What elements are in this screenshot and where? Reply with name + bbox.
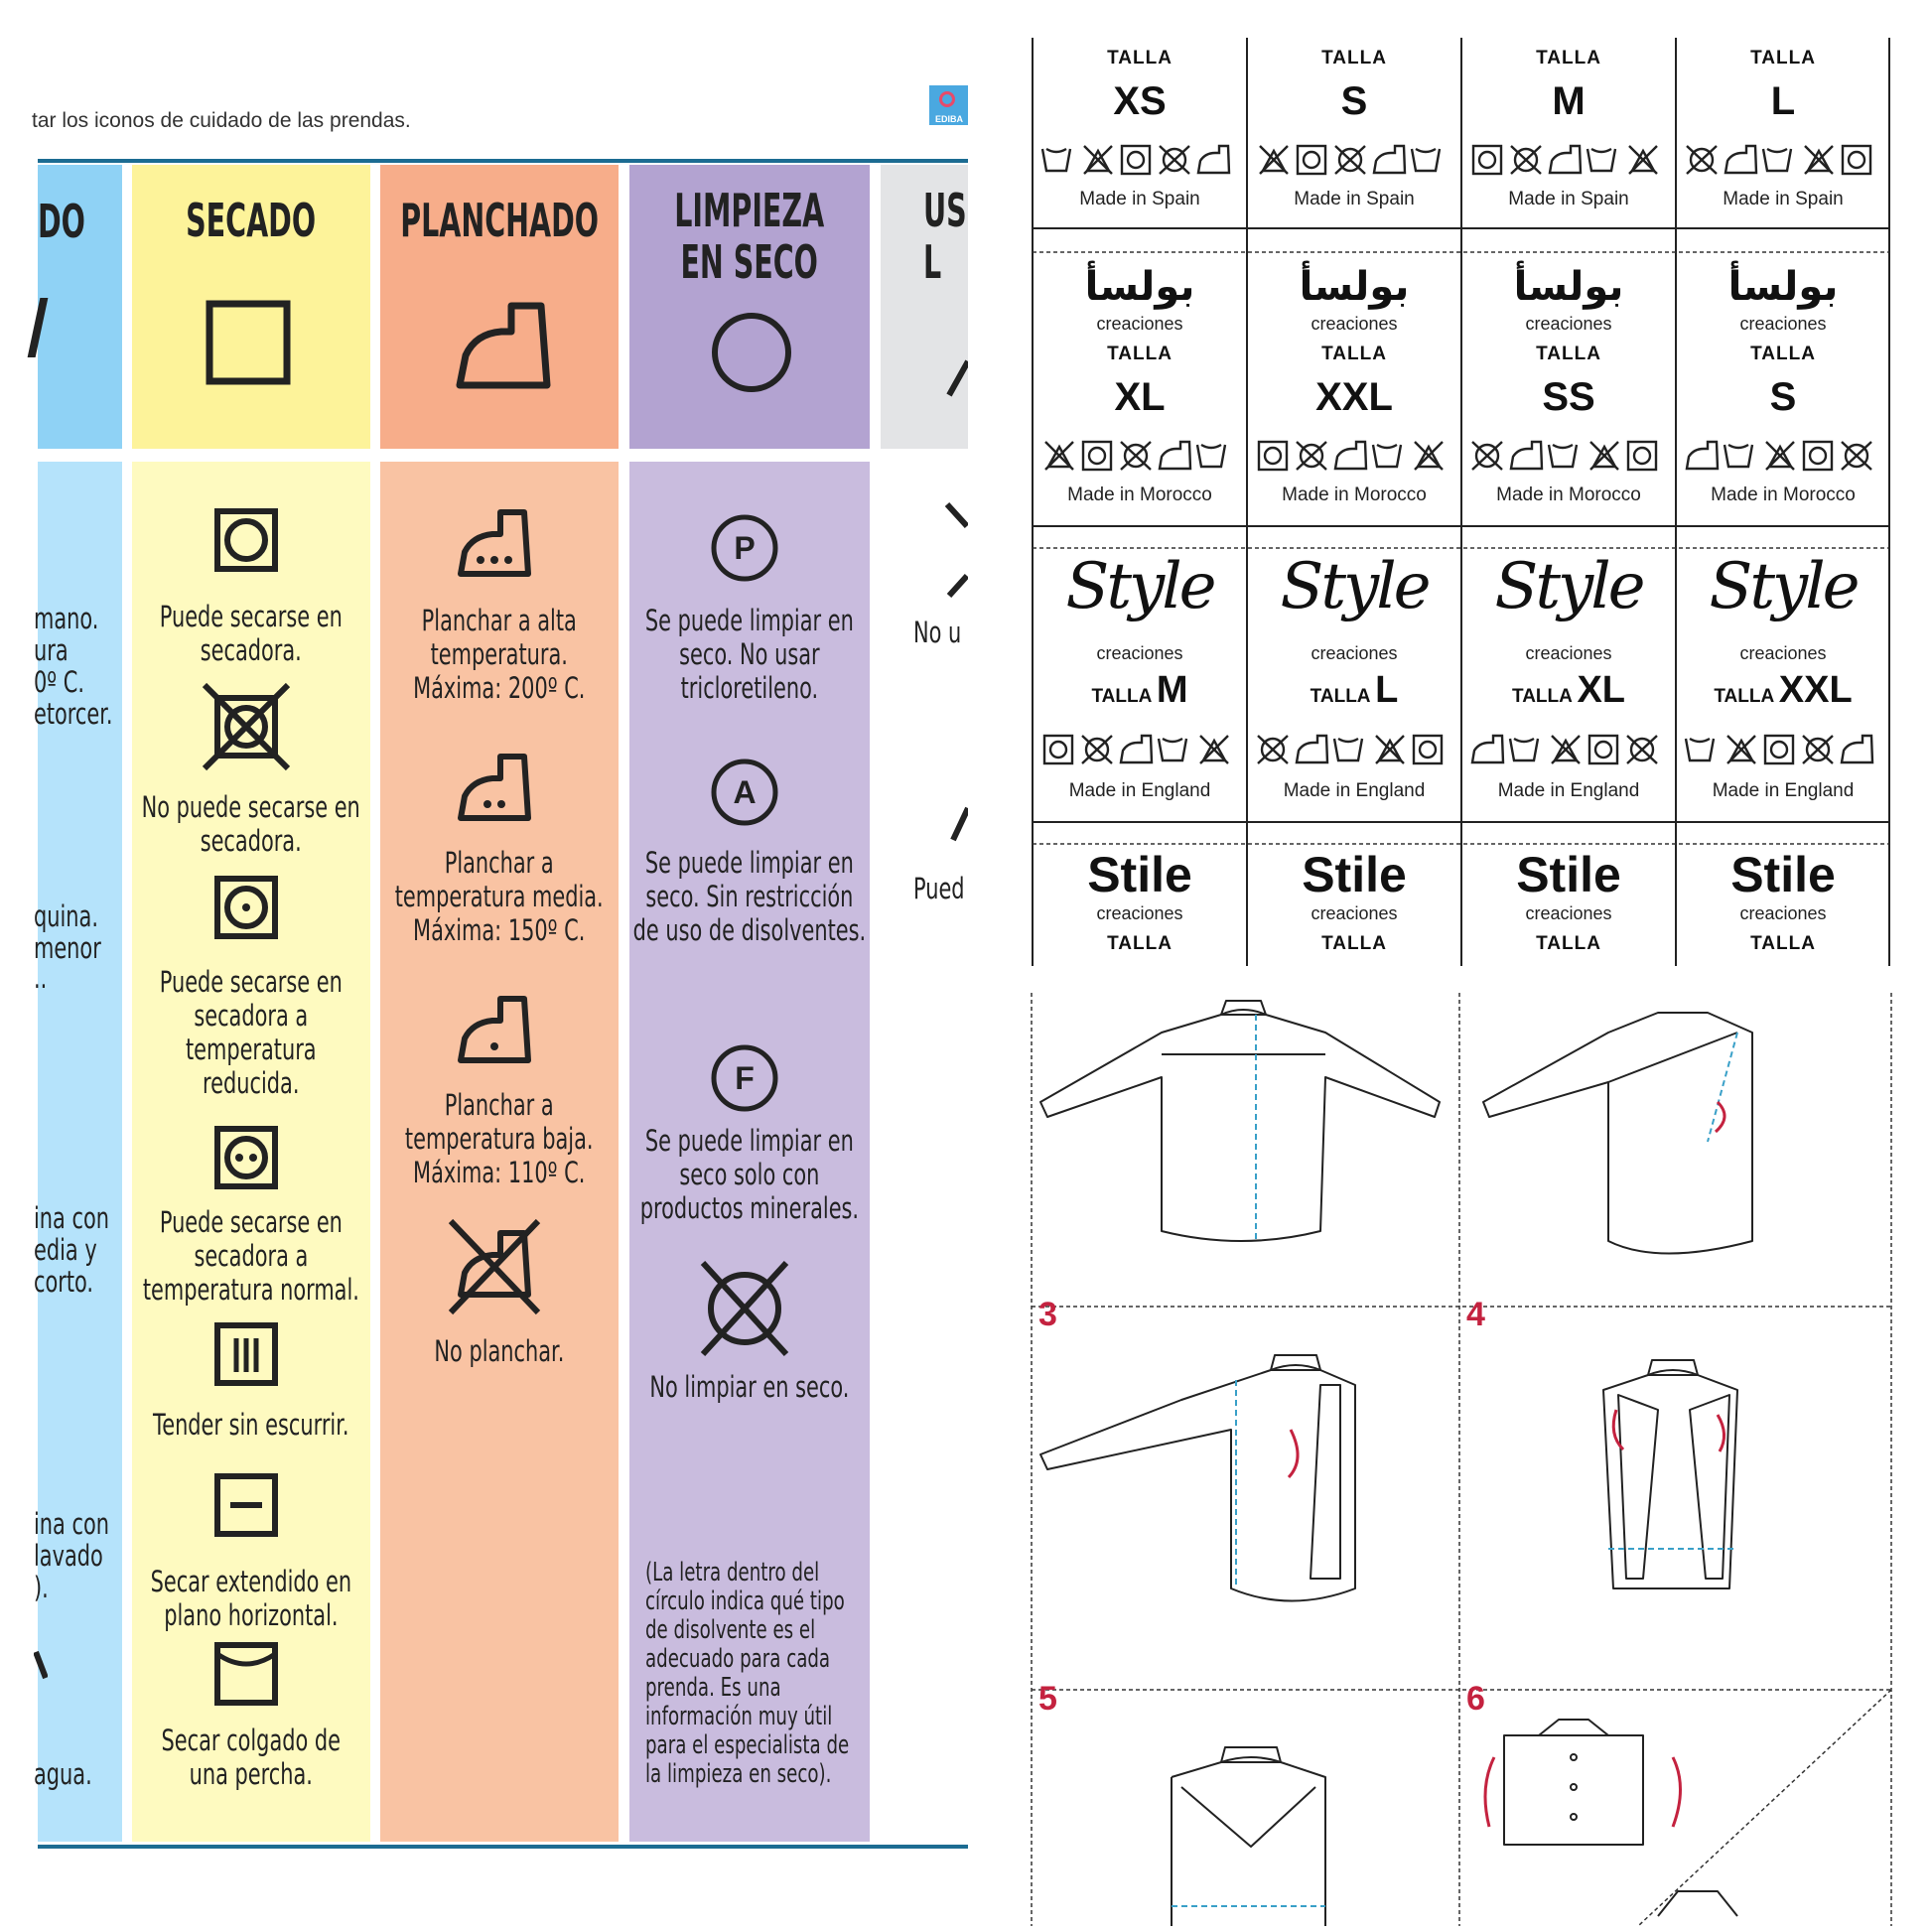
folding-diagram [1023, 993, 1901, 1926]
dry-clean-p-icon [709, 512, 780, 584]
no-tumble-dry-icon [201, 681, 294, 780]
fold-arrow-icon [1289, 1430, 1298, 1477]
planchado-item-2 [385, 846, 614, 947]
iron-high-icon [455, 506, 534, 582]
label-origin: Made in Spain [1723, 189, 1844, 209]
uso-title-2: L [923, 235, 942, 289]
lavado-fragment [34, 633, 133, 667]
label-brand-stile: Stile [1730, 847, 1836, 902]
limpieza-title-1: LIMPIEZA [674, 184, 825, 237]
limpieza-item-1-text: Se puede limpiar en seco. No usar tricloretileno. [645, 604, 854, 705]
secado-item-5 [142, 1408, 360, 1442]
lavado-fragment [34, 1757, 133, 1791]
label-talla: TALLA [1107, 48, 1173, 69]
label-size: S [1769, 375, 1797, 419]
label-talla-size [1676, 669, 1890, 712]
care-symbols-row [1684, 731, 1882, 770]
label-origin: Made in England [1283, 780, 1426, 801]
limpieza-item-3 [632, 1124, 867, 1225]
secado-item-4-text: Puede secarse en secadora a temperatura normal. [142, 1205, 360, 1307]
label-brand-style: Style [1709, 550, 1858, 623]
label-talla: TALLA [1714, 686, 1774, 707]
label-creaciones: creaciones [1525, 643, 1612, 663]
planchado-item-1-text: Planchar a alta temperatura. Máxima: 200º C. [413, 604, 586, 705]
no-bleach-icon [943, 496, 968, 606]
label-origin: Made in England [1497, 780, 1640, 801]
label-size: L [1770, 79, 1796, 123]
label-creaciones: creaciones [1311, 314, 1398, 334]
iron-medium-icon [455, 751, 534, 826]
secado-title: SECADO [186, 194, 317, 247]
label-size: XXL [1315, 375, 1393, 419]
care-symbols-row [1255, 437, 1453, 477]
note-line: la limpieza en seco). [645, 1759, 832, 1789]
label-talla: TALLA [1091, 686, 1152, 707]
step-number-3: 3 [1038, 1296, 1057, 1333]
line-dry-icon [212, 1640, 280, 1710]
planchado-item-1 [390, 604, 609, 705]
label-brand-arabic: بولسأ [1727, 264, 1839, 310]
limpieza-item-2 [632, 846, 867, 947]
label-talla: TALLA [1321, 933, 1387, 954]
care-symbols-row [1040, 731, 1239, 770]
label-talla-size [1461, 669, 1676, 712]
label-origin: Made in Spain [1508, 189, 1629, 209]
label-size: XL [1114, 375, 1166, 419]
label-talla: TALLA [1321, 48, 1387, 69]
secado-item-6 [134, 1565, 368, 1632]
label-origin: Made in England [1068, 780, 1211, 801]
lavado-fragment-text: quina. [34, 899, 98, 933]
logo-text: EDIBA [934, 114, 963, 124]
label-origin: Made in Spain [1294, 189, 1415, 209]
secado-item-2 [137, 790, 365, 858]
iron-low-icon [455, 993, 534, 1068]
lavado-fragment-text: 0º C. [34, 665, 84, 699]
lavado-fragment-text: menor [34, 931, 101, 965]
label-creaciones: creaciones [1311, 903, 1398, 923]
lavado-fragment-text: ina con [34, 1201, 109, 1235]
label-size: M [1156, 669, 1188, 711]
lavado-fragment [34, 1265, 133, 1299]
no-dry-clean-icon [697, 1257, 792, 1360]
label-creaciones: creaciones [1525, 903, 1612, 923]
label-brand-arabic: بولسأ [1084, 264, 1195, 310]
care-symbols-row [1684, 141, 1882, 181]
bottom-rule [38, 1845, 968, 1849]
lavado-fragment-text: edia y [34, 1233, 97, 1267]
secado-item-1-text: Puede secarse en secadora. [159, 600, 344, 667]
care-symbols-row [1684, 437, 1882, 477]
note-line: adecuado para cada [645, 1644, 831, 1674]
care-symbols-row [1469, 141, 1668, 181]
logo-mark-icon [939, 91, 955, 107]
care-symbols-row [1469, 731, 1668, 770]
shirt-step-1 [1040, 1001, 1440, 1241]
planchado-item-3 [385, 1088, 614, 1189]
label-origin: Made in Morocco [1496, 484, 1641, 505]
shirt-step-5 [1172, 1747, 1325, 1926]
limpieza-note [645, 1559, 936, 1789]
lavado-fragment [34, 665, 133, 699]
lavado-fragment-text: lavado [34, 1539, 103, 1573]
ediba-logo [929, 85, 968, 125]
label-brand-arabic: بولسأ [1299, 264, 1410, 310]
care-symbols-row [1040, 141, 1239, 181]
care-symbols-row [1255, 731, 1453, 770]
iron-icon [452, 296, 555, 395]
secado-item-6-text: Secar extendido en plano horizontal. [150, 1565, 352, 1632]
label-talla-size [1247, 669, 1461, 712]
note-line: para el especialista de [645, 1730, 850, 1760]
label-talla: TALLA [1107, 344, 1173, 364]
care-symbols-row [1469, 437, 1668, 477]
label-brand-stile: Stile [1302, 847, 1407, 902]
secado-item-4 [134, 1205, 368, 1307]
shirt-step-6 [1504, 1720, 1737, 1916]
label-talla: TALLA [1321, 344, 1387, 364]
limpieza-title-2: EN SECO [680, 235, 819, 289]
lavado-fragment-text: agua. [34, 1757, 92, 1791]
planchado-item-3-text: Planchar a temperatura baja. Máxima: 110º C. [405, 1088, 594, 1189]
label-size: S [1340, 79, 1368, 123]
fold-arrow-icon [1673, 1757, 1681, 1827]
tumble-dry-normal-icon [212, 1124, 280, 1193]
shirt-step-4 [1603, 1360, 1737, 1588]
label-size: SS [1542, 375, 1595, 419]
label-talla: TALLA [1512, 686, 1573, 707]
label-size: L [1375, 669, 1399, 711]
lavado-title: DO [38, 195, 85, 248]
limpieza-item-1 [632, 604, 867, 705]
label-brand-style: Style [1280, 550, 1429, 623]
tumble-dry-icon [212, 506, 280, 576]
lavado-fragment [34, 1507, 133, 1541]
lavado-fragment-text: ). [34, 1571, 49, 1604]
label-brand-arabic: بولسأ [1513, 264, 1624, 310]
dry-clean-f-icon [709, 1042, 780, 1114]
bleach-triangle-icon [943, 357, 968, 397]
uso-title-1: US [923, 184, 967, 237]
label-talla: TALLA [1750, 344, 1816, 364]
dry-flat-icon [212, 1471, 280, 1541]
fold-arrows [1289, 1102, 1725, 1827]
limpieza-item-3-text: Se puede limpiar en seco solo con productos minerales. [639, 1124, 860, 1225]
lavado-fragment-text: etorcer. [34, 697, 113, 731]
dry-clean-circle-icon [709, 310, 794, 395]
label-talla: TALLA [1750, 933, 1816, 954]
step-number-4: 4 [1466, 1296, 1485, 1333]
label-size: XL [1577, 669, 1625, 711]
secado-item-5-text: Tender sin escurrir. [153, 1408, 349, 1442]
label-creaciones: creaciones [1525, 314, 1612, 334]
planchado-item-4-text: No planchar. [434, 1334, 565, 1368]
label-origin: Made in Morocco [1067, 484, 1212, 505]
label-creaciones: creaciones [1739, 643, 1827, 663]
lavado-fragment [34, 697, 133, 731]
shirt-step-3 [1040, 1355, 1355, 1601]
note-line: (La letra dentro del [645, 1558, 820, 1587]
note-line: círculo indica qué tipo [645, 1587, 845, 1616]
secado-item-2-text: No puede secarse en secadora. [141, 790, 361, 858]
care-symbols-row [1255, 141, 1453, 181]
label-creaciones: creaciones [1739, 314, 1827, 334]
secado-item-7 [142, 1724, 360, 1791]
dry-square-icon [204, 298, 293, 389]
label-talla: TALLA [1750, 48, 1816, 69]
shirt-step-2 [1483, 1013, 1752, 1254]
secado-item-7-text: Secar colgado de una percha. [161, 1724, 342, 1791]
dry-clean-a-icon [709, 757, 780, 828]
secado-item-1 [142, 600, 360, 667]
label-talla: TALLA [1536, 48, 1601, 69]
lavado-fragment [34, 1571, 133, 1604]
label-origin: Made in Spain [1079, 189, 1200, 209]
step-number-5: 5 [1038, 1680, 1057, 1718]
label-talla: TALLA [1107, 933, 1173, 954]
label-creaciones: creaciones [1096, 643, 1183, 663]
fold-arrow-icon [1716, 1102, 1725, 1132]
label-talla-size [1033, 669, 1247, 712]
planchado-item-2-text: Planchar a temperatura media. Máxima: 150º C. [395, 846, 604, 947]
fold-arrow-icon [1485, 1757, 1494, 1827]
step-number-6: 6 [1466, 1680, 1485, 1718]
limpieza-item-4-text: No limpiar en seco. [649, 1370, 850, 1404]
note-line: de disolvente es el [645, 1615, 816, 1645]
lavado-fragment [34, 961, 133, 995]
label-brand-style: Style [1494, 550, 1643, 623]
label-brand-stile: Stile [1516, 847, 1621, 902]
lavado-fragment [34, 931, 133, 965]
label-size: XS [1113, 79, 1167, 123]
label-talla: TALLA [1536, 933, 1601, 954]
label-talla: TALLA [1536, 344, 1601, 364]
fold-arrow-icon [1718, 1415, 1725, 1451]
lavado-fragment [34, 1539, 133, 1573]
label-talla: TALLA [1310, 686, 1370, 707]
drip-dry-icon [212, 1320, 280, 1390]
lavado-fragment-text: ura [34, 633, 69, 667]
care-symbols-row [1040, 437, 1239, 477]
limpieza-item-2-text: Se puede limpiar en seco. Sin restricción de uso de disolventes. [632, 846, 867, 947]
lavado-fragment-text: .. [34, 961, 48, 995]
label-origin: Made in Morocco [1711, 484, 1856, 505]
lavado-fragment-text: ina con [34, 1507, 109, 1541]
bleach-allowed-icon [943, 804, 968, 844]
lavado-fragment-text: mano. [34, 602, 99, 635]
lavado-fragment [34, 1201, 133, 1235]
uso-fragment-1: No u [913, 616, 962, 649]
planchado-item-4 [400, 1334, 599, 1368]
svg-text:F: F [735, 1060, 755, 1096]
planchado-title: PLANCHADO [400, 194, 599, 247]
label-brand-style: Style [1065, 550, 1214, 623]
no-iron-icon [447, 1217, 542, 1316]
note-line: información muy útil [645, 1702, 833, 1731]
note-line: prenda. Es una [645, 1673, 781, 1703]
lavado-fragment-text: corto. [34, 1265, 94, 1299]
chart-subtitle: tar los iconos de cuidado de las prendas. [32, 109, 411, 132]
label-creaciones: creaciones [1739, 903, 1827, 923]
label-size: XXL [1778, 669, 1853, 711]
wash-cross-icon [34, 1648, 48, 1718]
svg-text:P: P [734, 530, 756, 566]
label-origin: Made in England [1712, 780, 1855, 801]
secado-item-3 [142, 965, 360, 1100]
lavado-fragment [34, 1233, 133, 1267]
top-rule [38, 159, 968, 163]
limpieza-item-4 [632, 1370, 867, 1404]
label-creaciones: creaciones [1096, 903, 1183, 923]
tumble-dry-low-icon [212, 874, 280, 943]
label-creaciones: creaciones [1096, 314, 1183, 334]
label-size: M [1552, 79, 1586, 123]
label-origin: Made in Morocco [1282, 484, 1427, 505]
uso-fragment-2: Pued [913, 872, 965, 905]
secado-item-3-text: Puede secarse en secadora a temperatura reducida. [159, 965, 344, 1100]
lavado-fragment [34, 602, 133, 635]
label-creaciones: creaciones [1311, 643, 1398, 663]
lavado-fragment [34, 899, 133, 933]
svg-text:A: A [733, 774, 757, 810]
label-brand-stile: Stile [1087, 847, 1192, 902]
